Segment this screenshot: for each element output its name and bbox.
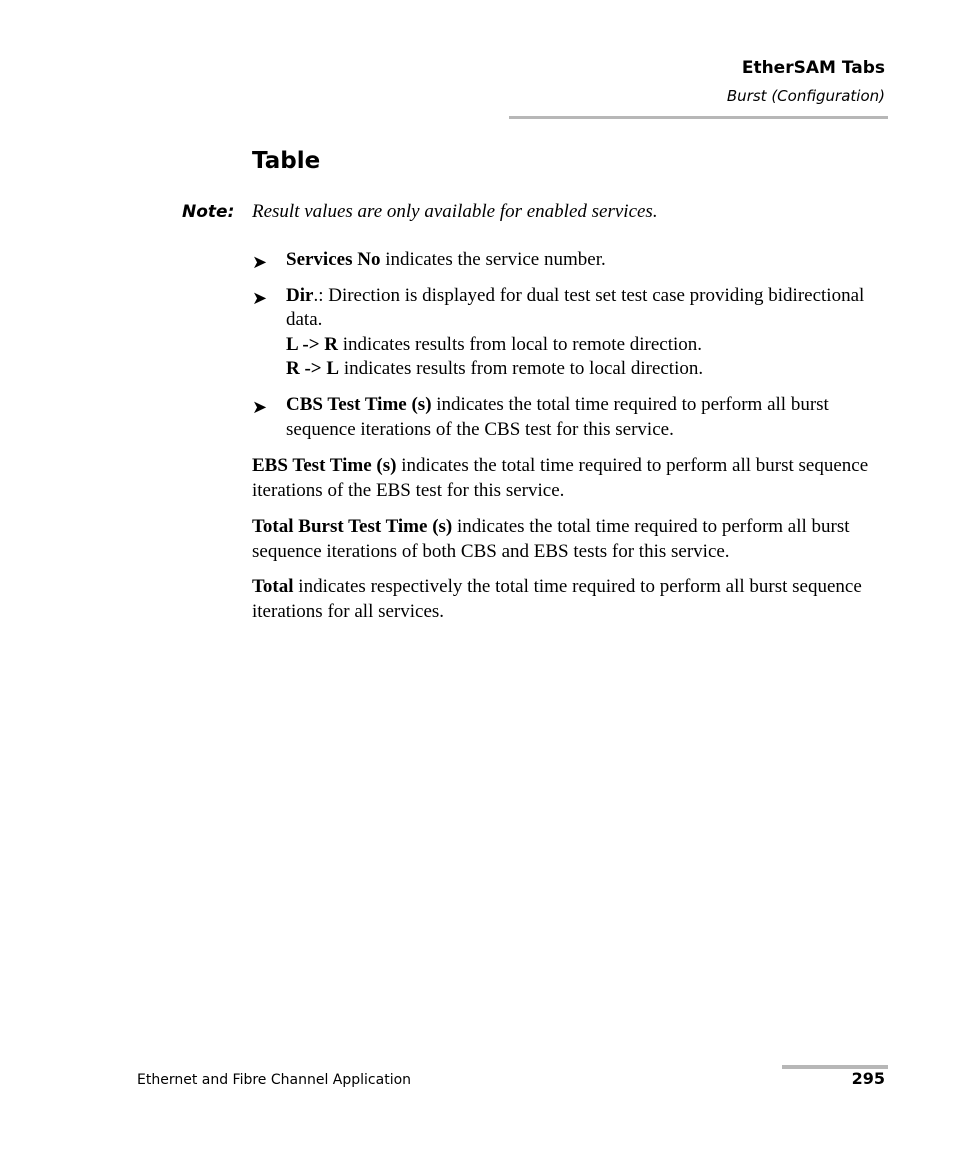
term-total: Total bbox=[252, 576, 294, 597]
note bbox=[182, 200, 658, 224]
header-subtitle: Burst (Configuration) bbox=[726, 87, 885, 105]
desc-total: indicates respectively the total time required to perform all burst sequence iterations for all services. bbox=[252, 576, 862, 622]
bullet-dir bbox=[252, 284, 892, 382]
note-label: Note: bbox=[182, 202, 235, 222]
page-header bbox=[727, 57, 885, 107]
paragraph-ebs bbox=[252, 454, 892, 503]
term-l-to-r: L -> R bbox=[286, 333, 338, 355]
arrow-bullet-icon: ➤ bbox=[252, 252, 268, 272]
term-services-no: Services No bbox=[286, 249, 381, 270]
term-ebs: EBS Test Time (s) bbox=[252, 455, 397, 476]
desc-cbs: indicates the total time required to perform all burst sequence iterations of the CBS test for this service. bbox=[286, 393, 829, 440]
term-dir: Dir bbox=[286, 284, 314, 306]
note-text: Result values are only available for enabled services. bbox=[252, 201, 658, 222]
term-r-to-l: R -> L bbox=[286, 358, 340, 380]
paragraph-total-burst bbox=[252, 515, 892, 564]
desc-l-to-r: indicates results from local to remote direction. bbox=[338, 333, 703, 355]
desc-ebs: indicates the total time required to perform all burst sequence iterations of the EBS test for this service. bbox=[252, 455, 869, 501]
section-title: Table bbox=[252, 148, 321, 174]
desc-dir: .: Direction is displayed for dual test set test case providing bidirectional data. bbox=[286, 284, 865, 331]
bullet-list bbox=[252, 248, 892, 453]
header-rule bbox=[509, 116, 888, 119]
desc-services-no: indicates the service number. bbox=[380, 249, 606, 270]
bullet-services-no bbox=[252, 248, 892, 273]
term-cbs: CBS Test Time (s) bbox=[286, 393, 432, 415]
arrow-bullet-icon: ➤ bbox=[252, 287, 268, 308]
arrow-bullet-icon: ➤ bbox=[252, 396, 268, 417]
term-total-burst: Total Burst Test Time (s) bbox=[252, 516, 453, 537]
desc-total-burst: indicates the total time required to perform all burst sequence iterations of both CBS and EBS tests for this service. bbox=[252, 516, 850, 562]
paragraph-total bbox=[252, 575, 892, 624]
page-number: 295 bbox=[851, 1069, 885, 1088]
header-title: EtherSAM Tabs bbox=[741, 58, 885, 78]
bullet-cbs bbox=[252, 393, 892, 442]
footer-doc-title: Ethernet and Fibre Channel Application bbox=[137, 1072, 412, 1088]
desc-r-to-l: indicates results from remote to local direction. bbox=[339, 358, 704, 380]
